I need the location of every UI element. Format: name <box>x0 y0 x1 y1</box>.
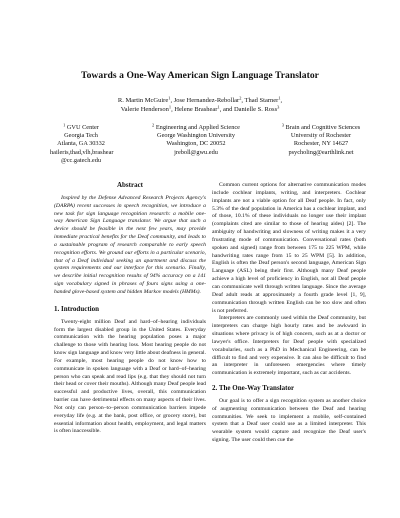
intro-paragraph-2: Common current options for alternative communication modes include cochlear implants, writing, and interpreters. Cochlear implants are not a viable option for all Deaf people. In fact, only 5.3% of the deaf population in America has a cochlear implant, and of those, 10.1% of these individuals no longer use their implant (complaints cited are similar to those of hearing aides) [2]. The ambiguity of handwriting and slowness of writing makes it a very frustrating mode of communication. Conversational rates (both spoken and signed) range from between 175 to 225 WPM, while handwriting rates range from 15 to 25 WPM [5]. In addition, English is often the Deaf person's second language, American Sign Language (ASL) being their first. Although many Deaf people achieve a high level of proficiency in English, not all Deaf people can communicate well through written language. Since the average Deaf adult reads at approximately a fourth grade level [1, 9], communication through written English can be too slow and often is not preferred. <box>212 182 366 314</box>
section-heading-introduction: 1. Introduction <box>54 304 99 313</box>
author-line-2 <box>40 105 360 114</box>
affiliation-rochester <box>266 124 376 157</box>
affil-line: Washington, DC 20052 <box>166 140 226 148</box>
affil-email: @cc.gatech.edu <box>60 156 102 164</box>
affil-line: Engineering and Applied Science <box>155 124 240 131</box>
affiliation-gvu <box>50 124 112 165</box>
affil-line: University of Rochester <box>290 132 352 140</box>
author-separator: , <box>171 106 175 113</box>
author-affil-mark: 2 <box>239 95 242 101</box>
intro-paragraph-1: Twenty-eight million Deaf and hard–of–hearing individuals form the largest disabled group in the United States. Everyday communication with the hearing population poses a major challenge to those with hearing loss. Most hearing people do not know sign language and know very little about deafness in general. For example, most hearing people do not know how to communicate in spoken language with a Deaf or hard–of–hearing person who can speak and read lips (e.g. that they should not turn their head or cover their mouths). Although many Deaf people lead successful and productive lives, overall, this communication barrier can have detrimental effects on many aspects of their lives. Not only can person–to–person communication barriers impede everyday life (e.g. at the bank, post office, or grocery store), but essential information about health, employment, and legal matters is often inaccessible. <box>54 318 206 435</box>
translator-paragraph-1: Our goal is to offer a sign recognition system as another choice of augmenting communication between the Deaf and hearing communities. We seek to implement a mobile, self-contained system that a Deaf user could use as a limited interpreter. This wearable system would capture and recognize the Deaf user's signing. The user could then cue the <box>212 397 366 444</box>
section-heading-one-way-translator: 2. The One-Way Translator <box>212 384 295 393</box>
author-name: Jose Hernandez-Rebollar <box>173 97 240 104</box>
author-affil-mark: 1 <box>168 95 171 101</box>
affiliation-gwu <box>134 124 258 157</box>
author-name: Valerie Henderson <box>120 106 169 113</box>
right-column <box>212 182 366 445</box>
affil-line: Rochester, NY 14627 <box>293 140 349 148</box>
affil-mark: 2 <box>152 122 155 128</box>
author-affil-mark: 1 <box>278 95 281 101</box>
abstract-text: Inspired by the Defense Advanced Research Projects Agency's (DARPA) recent successes in speech recognition, we introduce a new task for sign language recognition research: a mobile one-way American Sign Language translator. We argue that such a device should be feasible in the next few years, may provide immediate practical benefits for the Deaf community, and leads to a sustainable program of research comparable to early speech recognition efforts. We ground our efforts in a particular scenario, that of a Deaf individual seeking an apartment and discuss the system requirements and our interface for this scenario. Finally, we describe initial recognition results of 94% accuracy on a 141 sign vocabulary signed in phrases of fours signs using a one-handed glove-based system and hidden Markov models (HMMs). <box>54 194 206 295</box>
affil-email: jreboll@gwu.edu <box>174 148 218 156</box>
author-separator: , <box>241 97 245 104</box>
author-name: Thad Starner <box>244 97 279 104</box>
author-separator: , <box>280 97 283 104</box>
affil-line: George Washington University <box>157 132 235 140</box>
author-affil-mark: 1 <box>168 104 172 110</box>
affil-line: Brain and Cognitive Sciences <box>285 124 361 131</box>
paper-title: Towards a One-Way American Sign Language Translator <box>81 70 319 81</box>
author-separator: , and <box>219 106 234 113</box>
author-line-1 <box>40 96 360 105</box>
intro-paragraph-3: Interpreters are commonly used within the Deaf community, but interpreters can charge high hourly rates and be awkward in situations where privacy is of high concern, such as at a doctor or lawyer's office. Interpreters for Deaf people with specialized vocabularies, such as a PhD in Mechanical Engineering, can be difficult to find and very expensive. It can also be difficult to find an interpreter in unforeseen emergencies where timely communication is extremely important, such as car accidents. <box>212 315 366 377</box>
affil-line: Georgia Tech <box>64 132 98 140</box>
affil-email: haileris,thad,vlh,brashear <box>50 148 114 156</box>
affil-email: psycholing@earthlink.net <box>288 148 354 156</box>
affil-line: Atlanta, GA 30332 <box>57 140 105 148</box>
author-separator: , <box>170 97 174 104</box>
author-name: Helene Brashear <box>174 106 218 113</box>
affil-mark: 3 <box>281 122 284 128</box>
author-list <box>40 96 360 114</box>
left-column <box>54 182 206 436</box>
author-affil-mark: 3 <box>277 104 280 110</box>
affil-line: GVU Center <box>66 124 99 131</box>
author-name: R. Martin McGuire <box>117 97 169 104</box>
affil-mark: 1 <box>63 122 66 128</box>
abstract-heading: Abstract <box>116 181 144 189</box>
author-affil-mark: 1 <box>217 104 220 110</box>
author-name: Danielle S. Ross <box>233 106 278 113</box>
